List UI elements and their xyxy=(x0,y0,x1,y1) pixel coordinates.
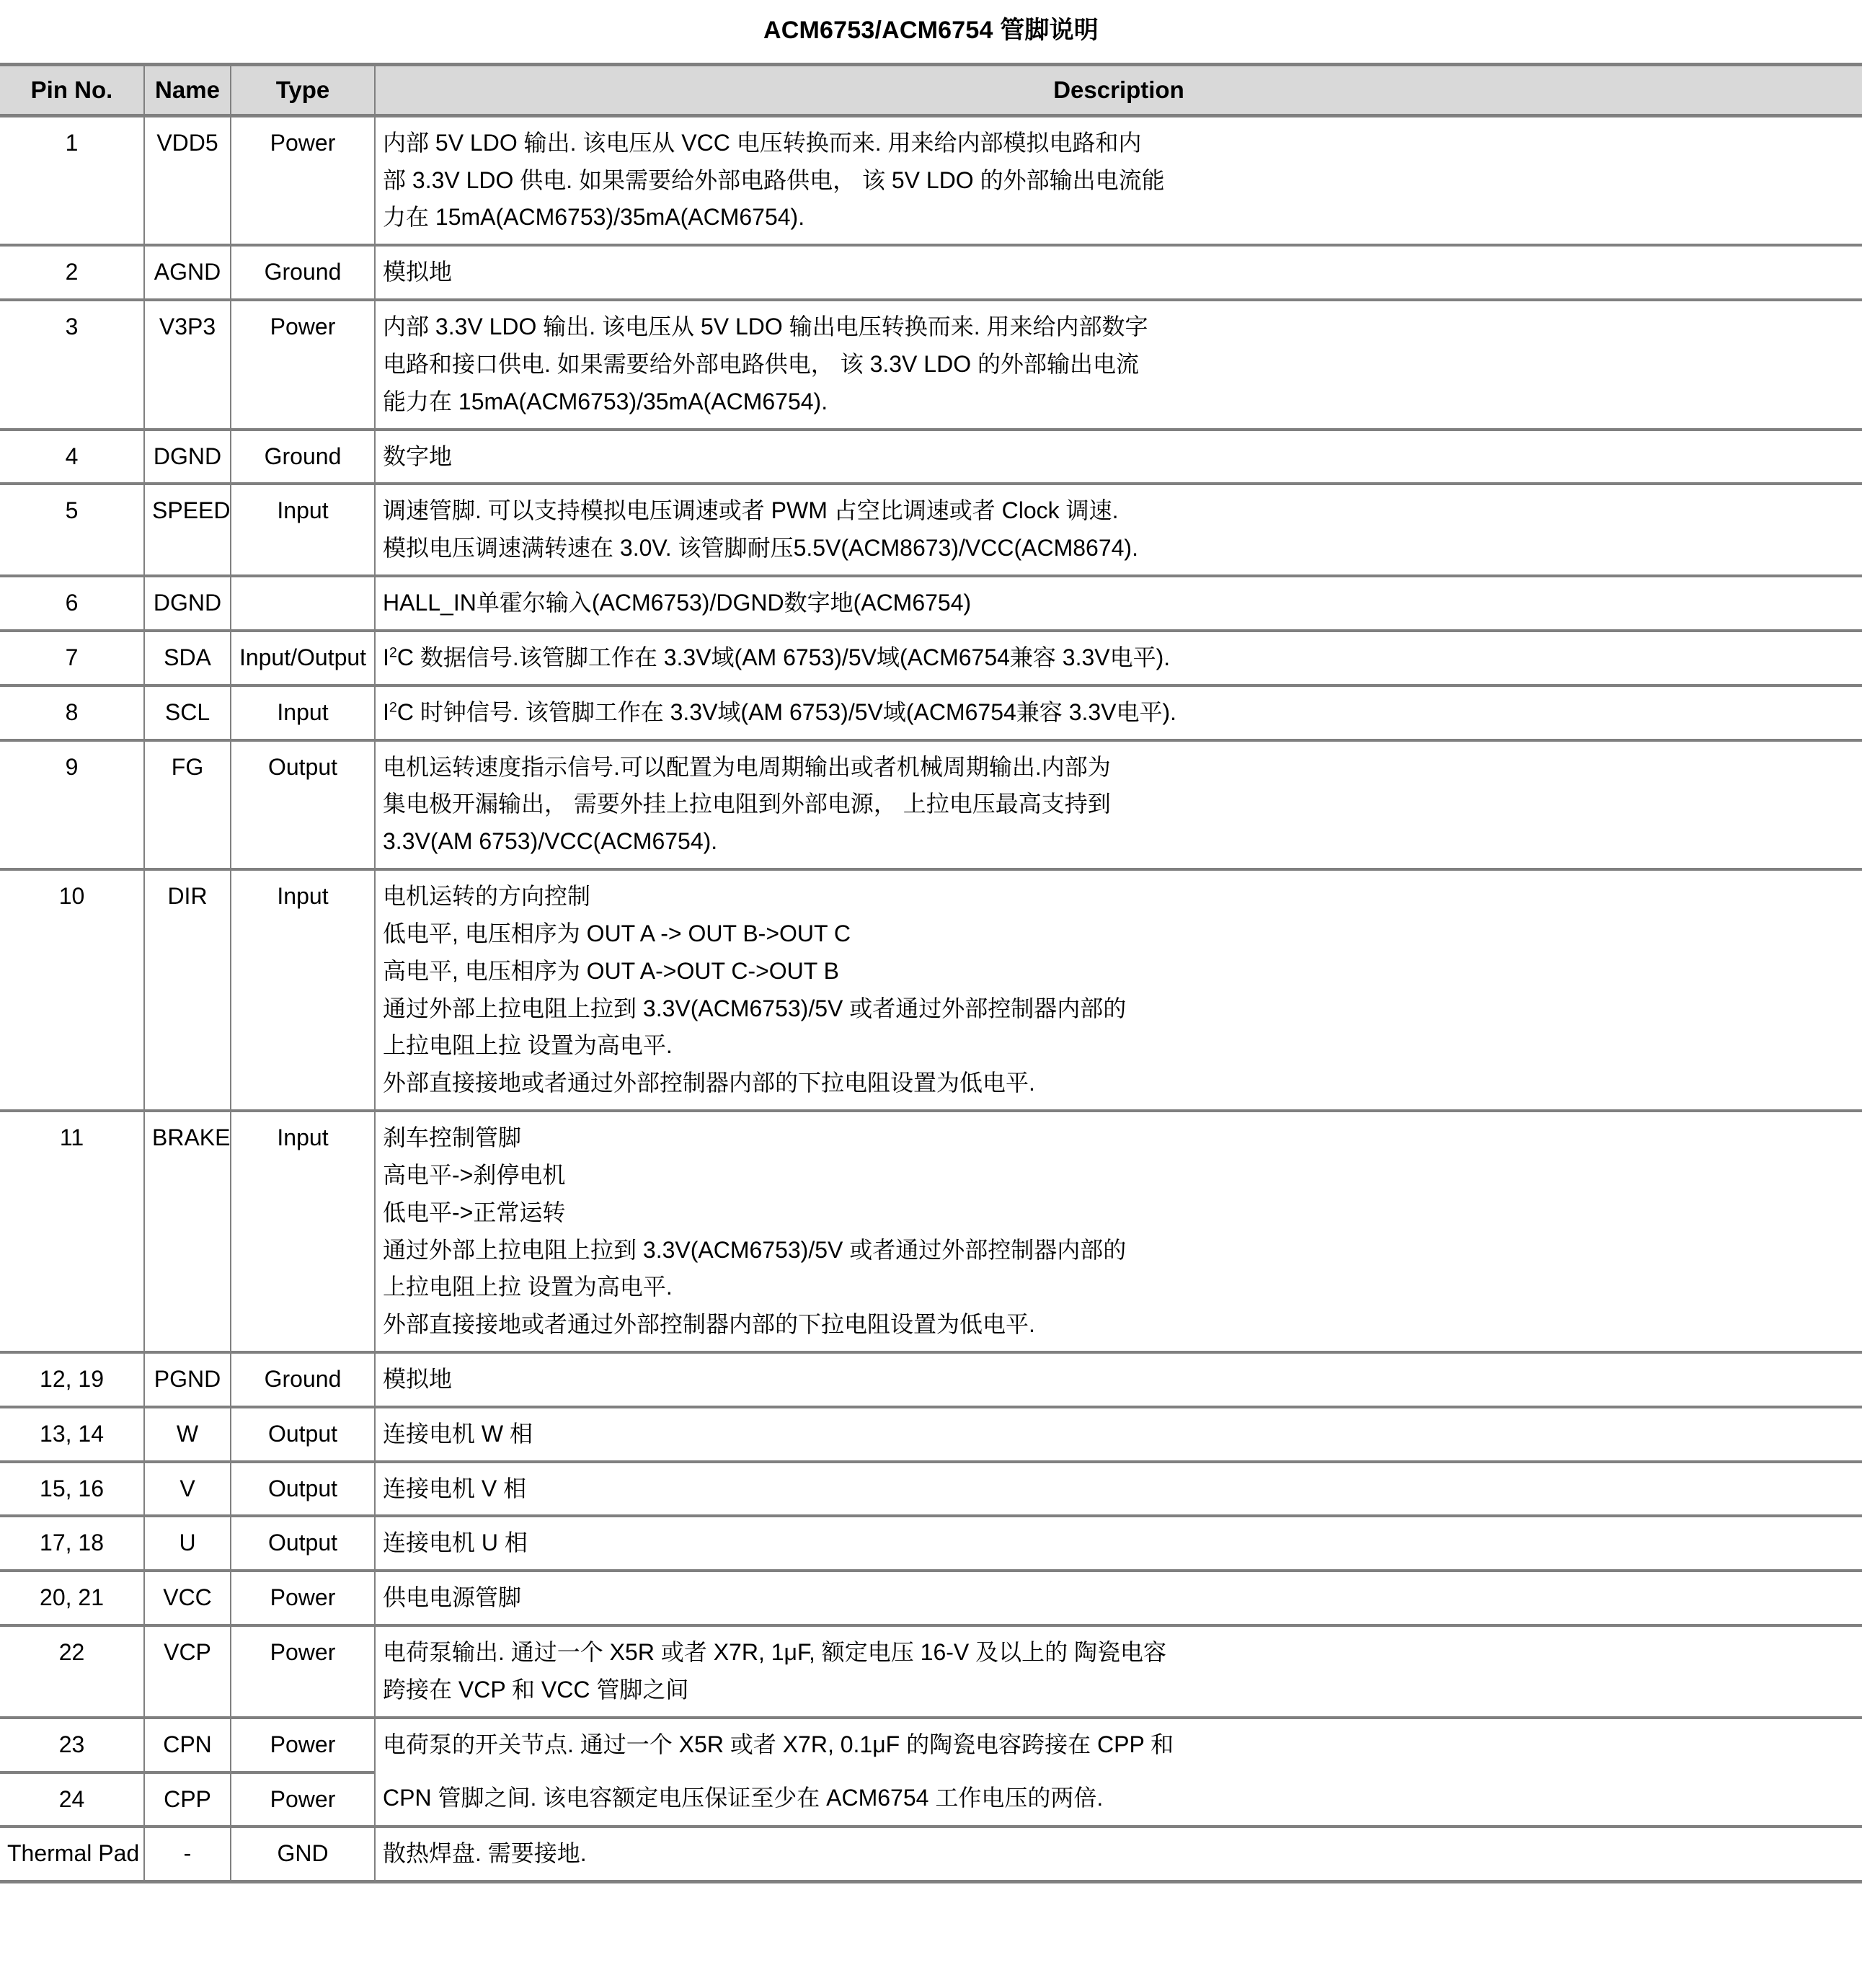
description-line: 能力在 15mA(ACM6753)/35mA(ACM6754). xyxy=(383,388,828,414)
cell-pin-no: Thermal Pad xyxy=(0,1827,144,1881)
description-line: 高电平->刹停电机 xyxy=(383,1161,566,1188)
description-line: 低电平, 电压相序为 OUT A -> OUT B->OUT C xyxy=(383,920,851,946)
cell-description xyxy=(375,245,1862,300)
cell-description xyxy=(375,1827,1862,1881)
table-row xyxy=(0,631,1862,685)
cell-name: DGND xyxy=(144,430,231,484)
description-line: 连接电机 V 相 xyxy=(383,1475,527,1501)
cell-description xyxy=(375,1407,1862,1462)
description-line: 电荷泵的开关节点. 通过一个 X5R 或者 X7R, 0.1μF 的陶瓷电容跨接在 CPP 和 xyxy=(383,1731,1174,1757)
cell-type: GND xyxy=(231,1827,375,1881)
cell-pin-no: 8 xyxy=(0,685,144,740)
cell-pin-no: 17, 18 xyxy=(0,1516,144,1571)
table-row xyxy=(0,869,1862,1111)
cell-name: SCL xyxy=(144,685,231,740)
table-header xyxy=(0,64,1862,115)
cell-description xyxy=(375,631,1862,685)
description-line: 电机运转速度指示信号.可以配置为电周期输出或者机械周期输出.内部为 xyxy=(383,753,1111,780)
cell-type: Ground xyxy=(231,1352,375,1407)
cell-name: VDD5 xyxy=(144,115,231,245)
cell-pin-no: 23 xyxy=(0,1718,144,1772)
description-line: 通过外部上拉电阻上拉到 3.3V(ACM6753)/5V 或者通过外部控制器内部的 xyxy=(383,1236,1127,1263)
cell-description xyxy=(375,1352,1862,1407)
description-line: 模拟地 xyxy=(383,259,453,285)
cell-name: FG xyxy=(144,740,231,869)
cell-description xyxy=(375,1516,1862,1571)
table-row xyxy=(0,740,1862,869)
cell-description xyxy=(375,484,1862,576)
table-row xyxy=(0,1718,1862,1772)
cell-type: Ground xyxy=(231,430,375,484)
description-line: 供电电源管脚 xyxy=(383,1584,522,1611)
column-header-type: Type xyxy=(231,64,375,115)
column-header-name: Name xyxy=(144,64,231,115)
table-row xyxy=(0,1352,1862,1407)
cell-description xyxy=(375,1462,1862,1517)
cell-pin-no: 4 xyxy=(0,430,144,484)
cell-pin-no: 15, 16 xyxy=(0,1462,144,1517)
description-line: CPN 管脚之间. 该电容额定电压保证至少在 ACM6754 工作电压的两倍. xyxy=(383,1784,1104,1811)
cell-name: CPP xyxy=(144,1772,231,1827)
description-line: 电路和接口供电. 如果需要给外部电路供电， 该 3.3V LDO 的外部输出电流 xyxy=(383,350,1139,377)
table-row xyxy=(0,115,1862,245)
cell-description xyxy=(375,430,1862,484)
page-title: ACM6753/ACM6754 管脚说明 xyxy=(763,17,1099,44)
cell-type: Output xyxy=(231,740,375,869)
description-line: 电荷泵输出. 通过一个 X5R 或者 X7R, 1μF, 额定电压 16-V 及以上的 陶瓷电容 xyxy=(383,1639,1167,1666)
cell-description xyxy=(375,1718,1862,1772)
cell-description xyxy=(375,115,1862,245)
cell-description xyxy=(375,1772,1862,1827)
cell-description xyxy=(375,1625,1862,1718)
table-row xyxy=(0,1111,1862,1352)
description-line: 跨接在 VCP 和 VCC 管脚之间 xyxy=(383,1676,689,1703)
table-row xyxy=(0,245,1862,300)
cell-description xyxy=(375,300,1862,429)
cell-name: DIR xyxy=(144,869,231,1111)
cell-name: V xyxy=(144,1462,231,1517)
description-line: 模拟地 xyxy=(383,1365,453,1392)
cell-type: Input/Output xyxy=(231,631,375,685)
description-line: 模拟电压调速满转速在 3.0V. 该管脚耐压5.5V(ACM8673)/VCC(ACM8674). xyxy=(383,535,1138,562)
cell-type: Output xyxy=(231,1407,375,1462)
cell-name: BRAKE xyxy=(144,1111,231,1352)
description-line: 外部直接接地或者通过外部控制器内部的下拉电阻设置为低电平. xyxy=(383,1070,1035,1096)
cell-type: Power xyxy=(231,115,375,245)
description-line: 3.3V(AM 6753)/VCC(ACM6754). xyxy=(383,828,718,855)
description-line: 内部 5V LDO 输出. 该电压从 VCC 电压转换而来. 用来给内部模拟电路和内 xyxy=(383,129,1142,156)
cell-type: Power xyxy=(231,1772,375,1827)
cell-name: V3P3 xyxy=(144,300,231,429)
cell-name: VCC xyxy=(144,1571,231,1625)
description-line: 数字地 xyxy=(383,443,453,469)
cell-pin-no: 5 xyxy=(0,484,144,576)
description-line: 外部直接接地或者通过外部控制器内部的下拉电阻设置为低电平. xyxy=(383,1311,1035,1338)
table-row xyxy=(0,1407,1862,1462)
cell-name: DGND xyxy=(144,576,231,631)
description-line: 力在 15mA(ACM6753)/35mA(ACM6754). xyxy=(383,204,805,231)
cell-type xyxy=(231,576,375,631)
table-row xyxy=(0,1827,1862,1881)
cell-name: SPEED xyxy=(144,484,231,576)
cell-type: Input xyxy=(231,484,375,576)
table-row xyxy=(0,1772,1862,1827)
description-line: 电机运转的方向控制 xyxy=(383,883,591,910)
cell-description xyxy=(375,1111,1862,1352)
description-line: 上拉电阻上拉 设置为高电平. xyxy=(383,1274,673,1300)
cell-pin-no: 7 xyxy=(0,631,144,685)
cell-description xyxy=(375,740,1862,869)
cell-name: CPN xyxy=(144,1718,231,1772)
description-line: 调速管脚. 可以支持模拟电压调速或者 PWM 占空比调速或者 Clock 调速. xyxy=(383,497,1119,524)
cell-type: Input xyxy=(231,1111,375,1352)
table-row xyxy=(0,430,1862,484)
cell-type: Input xyxy=(231,869,375,1111)
pin-description-table xyxy=(0,63,1862,1883)
cell-name: AGND xyxy=(144,245,231,300)
description-line: 通过外部上拉电阻上拉到 3.3V(ACM6753)/5V 或者通过外部控制器内部的 xyxy=(383,995,1127,1021)
table-row xyxy=(0,685,1862,740)
cell-pin-no: 11 xyxy=(0,1111,144,1352)
table-row xyxy=(0,300,1862,429)
table-row xyxy=(0,484,1862,576)
description-line: 内部 3.3V LDO 输出. 该电压从 5V LDO 输出电压转换而来. 用来给内部数字 xyxy=(383,314,1148,340)
cell-pin-no: 13, 14 xyxy=(0,1407,144,1462)
cell-description xyxy=(375,1571,1862,1625)
cell-type: Power xyxy=(231,300,375,429)
cell-pin-no: 12, 19 xyxy=(0,1352,144,1407)
cell-pin-no: 1 xyxy=(0,115,144,245)
description-line: 部 3.3V LDO 供电. 如果需要给外部电路供电， 该 5V LDO 的外部输出电流能 xyxy=(383,167,1165,193)
table-row xyxy=(0,576,1862,631)
table-header-row xyxy=(0,64,1862,115)
cell-type: Input xyxy=(231,685,375,740)
description-line: 散热焊盘. 需要接地. xyxy=(383,1840,587,1867)
cell-pin-no: 20, 21 xyxy=(0,1571,144,1625)
description-line: $I^2C$ 数据信号.该管脚工作在 3.3V域(AM 6753)/5V域(ACM6754兼容 3.3V电平). xyxy=(383,644,1171,670)
cell-type: Output xyxy=(231,1516,375,1571)
description-line: 刹车控制管脚 xyxy=(383,1124,522,1151)
cell-pin-no: 24 xyxy=(0,1772,144,1827)
description-line: 低电平->正常运转 xyxy=(383,1199,566,1225)
cell-name: - xyxy=(144,1827,231,1881)
cell-description xyxy=(375,685,1862,740)
cell-pin-no: 9 xyxy=(0,740,144,869)
cell-name: W xyxy=(144,1407,231,1462)
cell-pin-no: 2 xyxy=(0,245,144,300)
description-line: $I^2C$ 时钟信号. 该管脚工作在 3.3V域(AM 6753)/5V域(ACM6754兼容 3.3V电平). xyxy=(383,698,1177,725)
description-line: 高电平, 电压相序为 OUT A->OUT C->OUT B xyxy=(383,957,839,984)
cell-pin-no: 10 xyxy=(0,869,144,1111)
cell-description xyxy=(375,869,1862,1111)
description-line: 连接电机 W 相 xyxy=(383,1420,533,1447)
table-row xyxy=(0,1571,1862,1625)
table-row xyxy=(0,1462,1862,1517)
cell-name: PGND xyxy=(144,1352,231,1407)
description-line: 连接电机 U 相 xyxy=(383,1530,528,1556)
cell-name: SDA xyxy=(144,631,231,685)
cell-pin-no: 22 xyxy=(0,1625,144,1718)
cell-type: Power xyxy=(231,1625,375,1718)
description-line: HALL_IN单霍尔输入(ACM6753)/DGND数字地(ACM6754) xyxy=(383,590,972,616)
column-header-description: Description xyxy=(375,64,1862,115)
table-row xyxy=(0,1625,1862,1718)
cell-type: Ground xyxy=(231,245,375,300)
cell-pin-no: 6 xyxy=(0,576,144,631)
column-header-pin-no: Pin No. xyxy=(0,64,144,115)
cell-name: VCP xyxy=(144,1625,231,1718)
description-line: 上拉电阻上拉 设置为高电平. xyxy=(383,1032,673,1059)
cell-description xyxy=(375,576,1862,631)
table-row xyxy=(0,1516,1862,1571)
description-line: 集电极开漏输出， 需要外挂上拉电阻到外部电源， 上拉电压最高支持到 xyxy=(383,791,1111,817)
cell-name: U xyxy=(144,1516,231,1571)
table-body xyxy=(0,115,1862,1881)
cell-type: Power xyxy=(231,1718,375,1772)
cell-type: Power xyxy=(231,1571,375,1625)
cell-pin-no: 3 xyxy=(0,300,144,429)
cell-type: Output xyxy=(231,1462,375,1517)
